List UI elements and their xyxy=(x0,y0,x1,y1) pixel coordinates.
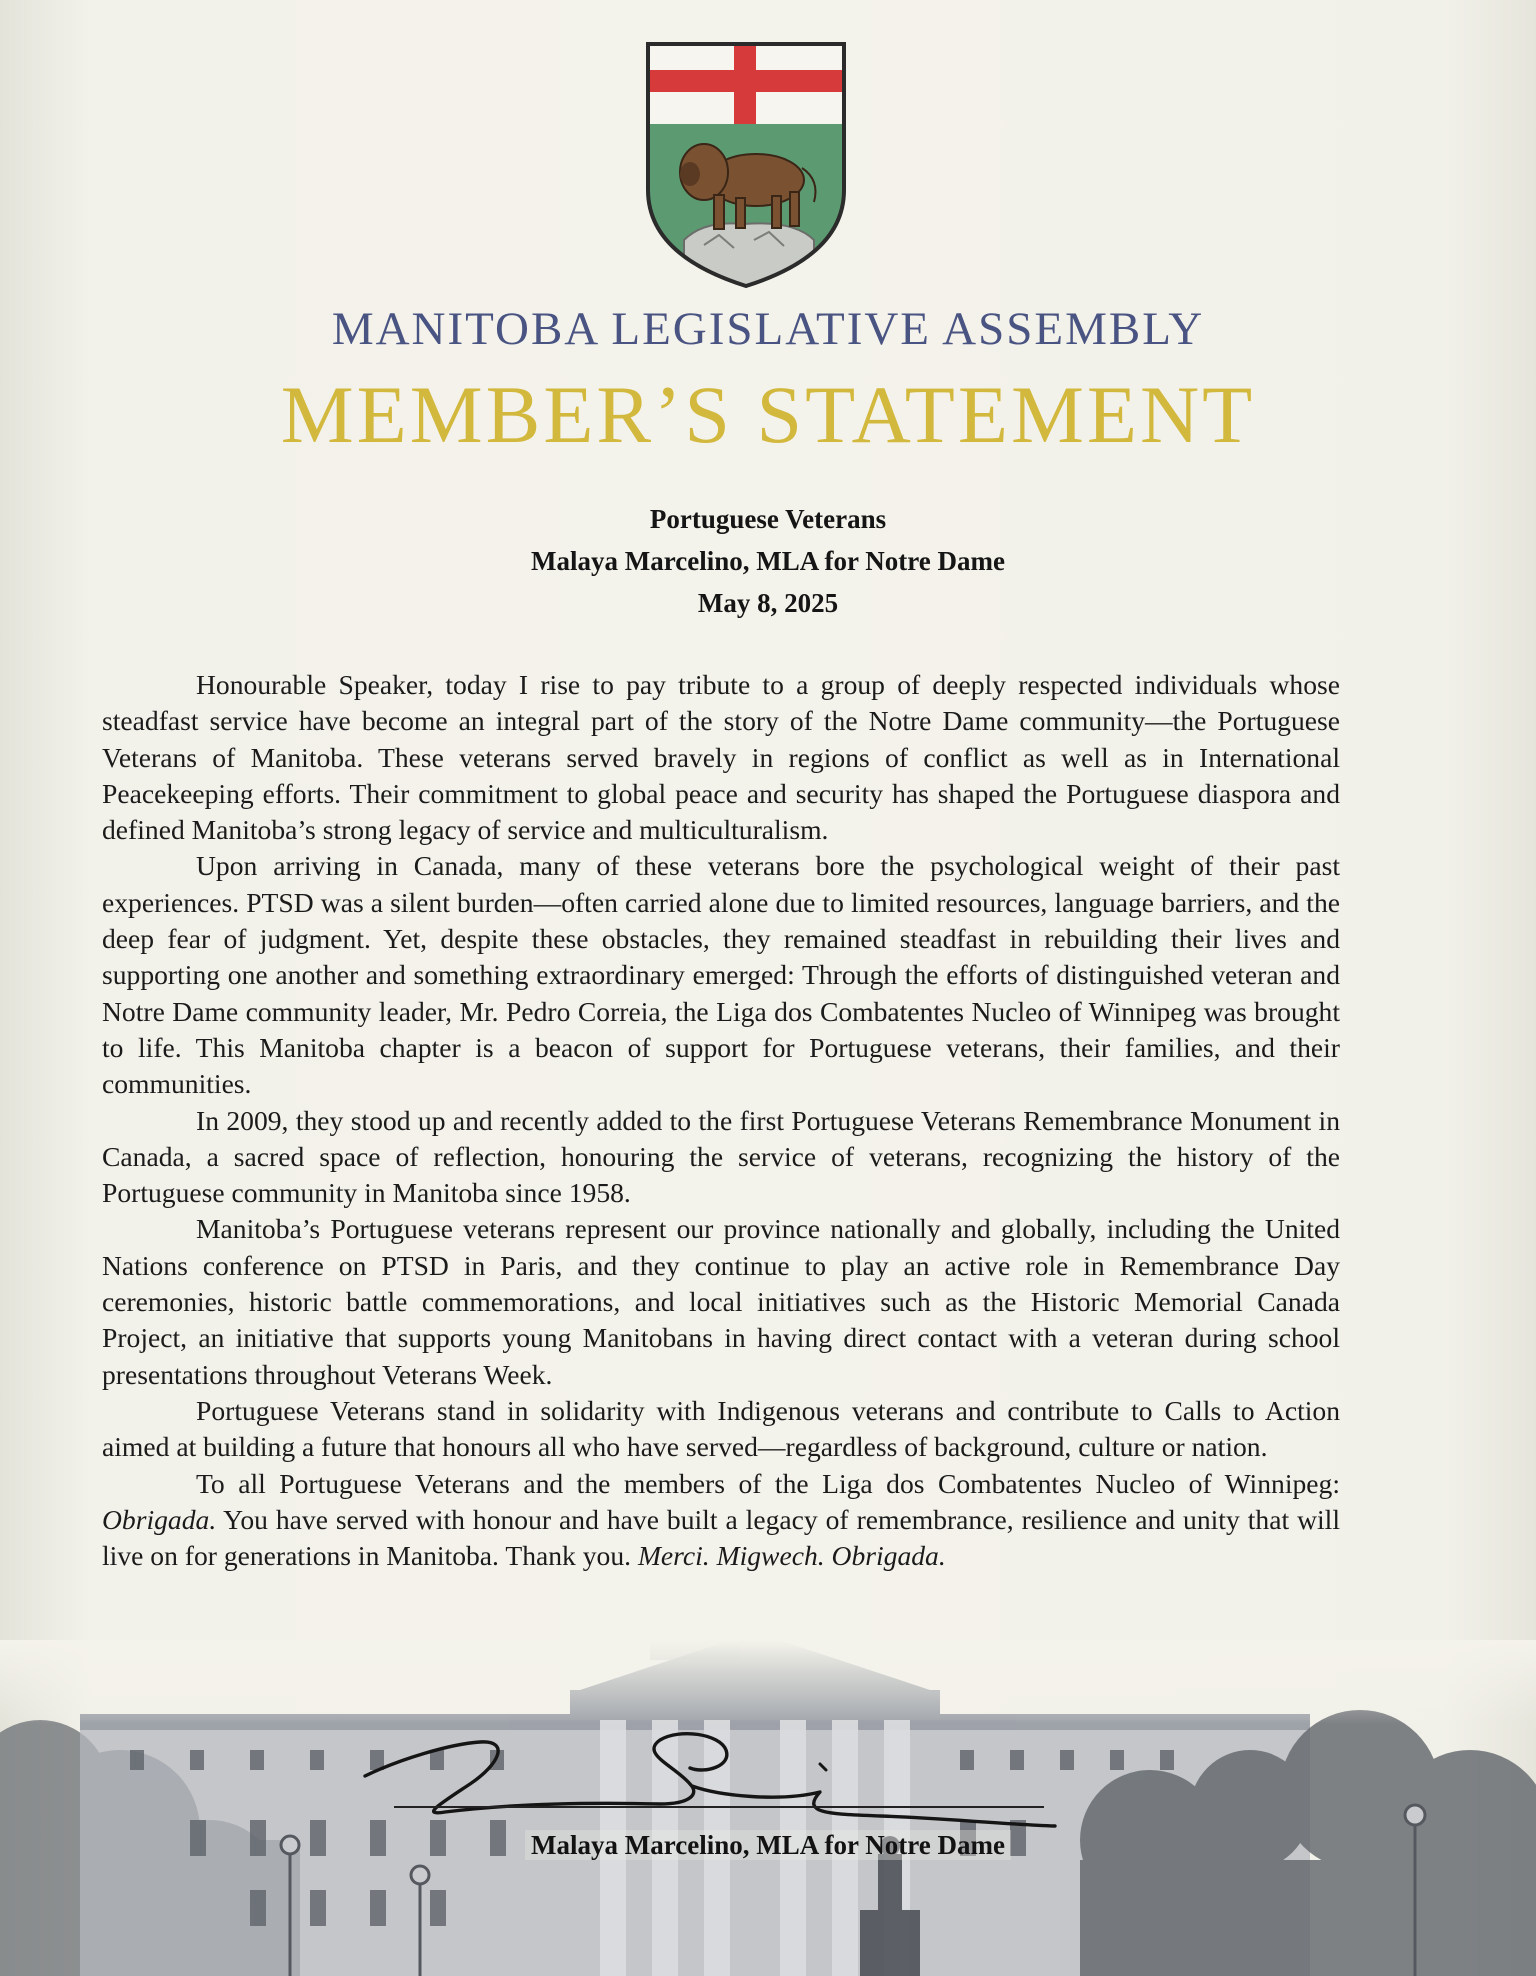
closing-emphasis: Obrigada. xyxy=(102,1503,217,1535)
signature-line xyxy=(394,1806,1044,1808)
body-paragraph: In 2009, they stood up and recently added to the first Portuguese Veterans Remembrance Monument in Canada, a sacred space of reflection, honouring the service of veterans, recognizing the history of the Portuguese community in Manitoba since 1958. xyxy=(102,1104,1340,1209)
body-paragraph: Portuguese Veterans stand in solidarity with Indigenous veterans and contribute to Calls to Action aimed at building a future that honours all who have served—regardless of background, culture or nation. xyxy=(102,1394,1340,1463)
document-title: MEMBER’S STATEMENT xyxy=(280,369,1256,460)
closing-text: You have served with honour and have built a legacy of remembrance, resilience and unity that will live on for generations in Manitoba. Thank you. xyxy=(102,1503,1340,1572)
closing-text: To all Portuguese Veterans and the members of the Liga dos Combatentes Nucleo of Winnipeg: xyxy=(196,1467,1340,1499)
statement-date: May 8, 2025 xyxy=(697,588,839,618)
handwritten-signature-icon xyxy=(360,1704,1060,1834)
body-paragraph: Upon arriving in Canada, many of these veterans bore the psychological weight of their past experiences. PTSD was a silent burden—often carried alone due to limited resources, language barriers, and the deep fear of judgment. Yet, despite these obstacles, they remained steadfast in rebuilding their lives and supporting one another and something extraordinary emerged: Through the efforts of distinguished veteran and Notre Dame community leader, Mr. Pedro Correia, the Liga dos Combatentes Nucleo of Winnipeg was brought to life. This Manitoba chapter is a beacon of support for Portuguese veterans, their families, and their communities. xyxy=(102,850,1340,1100)
assembly-heading: MANITOBA LEGISLATIVE ASSEMBLY xyxy=(331,303,1205,355)
body-paragraph: Manitoba’s Portuguese veterans represent our province nationally and globally, including the United Nations conference on PTSD in Paris, and they continue to play an active role in Remembrance Day ceremonies, historic battle commemorations, and local initiatives such as the Historic Memorial Canada Project, an initiative that supports young Manitobans in having direct contact with a veteran during school presentations throughout Veterans Week. xyxy=(102,1213,1340,1390)
statement-header xyxy=(0,498,1536,624)
statement-member: Malaya Marcelino, MLA for Notre Dame xyxy=(531,546,1005,576)
statement-body xyxy=(102,667,1340,1574)
statement-subject: Portuguese Veterans xyxy=(649,504,887,534)
closing-emphasis: Merci. Migwech. Obrigada. xyxy=(637,1540,946,1572)
body-paragraph: Honourable Speaker, today I rise to pay tribute to a group of deeply respected individuals whose steadfast service have become an integral part of the story of the Notre Dame community—the Portuguese Veterans of Manitoba. These veterans served bravely in regions of conflict as well as in International Peacekeeping efforts. Their commitment to global peace and security has shaped the Portuguese diaspora and defined Manitoba’s strong legacy of service and multiculturalism. xyxy=(102,669,1340,846)
signature-name: Malaya Marcelino, MLA for Notre Dame xyxy=(0,1830,1536,1861)
body-paragraph-closing xyxy=(102,1466,1340,1575)
manitoba-coat-of-arms-icon xyxy=(644,40,848,290)
